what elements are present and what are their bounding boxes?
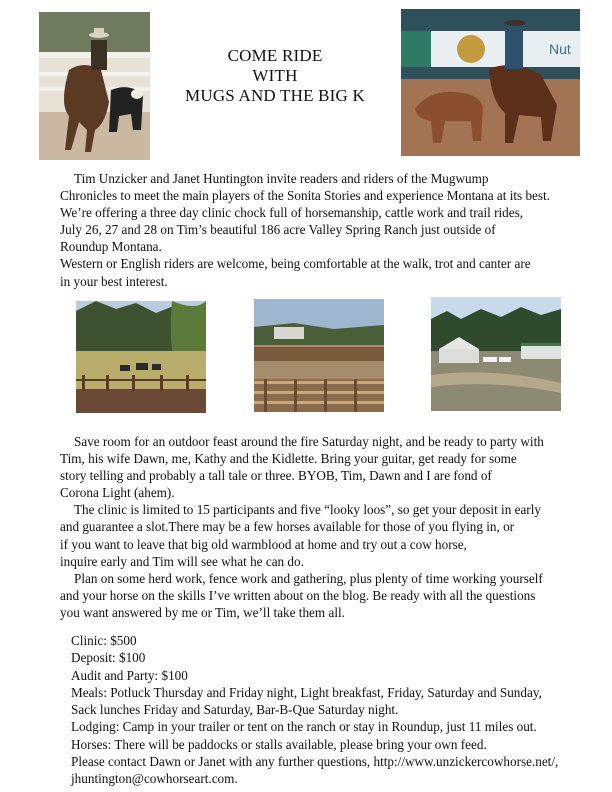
body-paragraphs <box>60 433 588 621</box>
intro-line: Tim Unzicker and Janet Huntington invite readers and riders of the Mugwump <box>74 171 489 186</box>
body-line: you want answered by me or Tim, we’ll take them all. <box>60 604 345 620</box>
detail-deposit: Deposit: $100 <box>71 650 146 666</box>
barn-photo <box>431 297 561 411</box>
title-line-1: COME RIDE <box>227 46 323 65</box>
title-line-2: WITH <box>252 66 298 85</box>
body-line: Tim, his wife Dawn, me, Kathy and the Kidlette. Bring your guitar, get ready for some <box>60 451 517 467</box>
body-line: Save room for an outdoor feast around the fire Saturday night, and be ready to party with <box>74 434 544 449</box>
intro-line: in your best interest. <box>60 273 168 289</box>
body-line: story telling and probably a tall tale or three. BYOB, Tim, Dawn and I are fond of <box>60 468 492 484</box>
pasture-photo <box>76 301 206 413</box>
intro-line: We’re offering a three day clinic chock full of horsemanship, cattle work and trail rides, <box>60 205 524 221</box>
body-line: and guarantee a slot.There may be a few horses available for those of you flying in, or <box>60 519 515 535</box>
detail-audit: Audit and Party: $100 <box>71 667 188 683</box>
intro-line: Chronicles to meet the main players of the Sonita Stories and experience Montana at its best. <box>60 188 551 204</box>
body-line: The clinic is limited to 15 participants and five “looky loos”, so get your deposit in early <box>74 502 541 518</box>
body-line: Corona Light (ahem). <box>60 485 175 501</box>
detail-meals-cont: Sack lunches Friday and Saturday, Bar-B-Que Saturday night. <box>71 702 399 718</box>
detail-clinic: Clinic: $500 <box>71 633 137 648</box>
body-line: and your horse on the skills I’ve written about on the blog. Be ready with all the questions <box>60 587 536 603</box>
clinic-details <box>71 632 596 788</box>
intro-line: Roundup Montana. <box>60 239 162 255</box>
svg-text:Nut: Nut <box>549 41 571 57</box>
detail-contact: Please contact Dawn or Janet with any further questions, http://www.unzickercowhorse.net/, <box>71 754 559 770</box>
detail-lodging: Lodging: Camp in your trailer or tent on the ranch or stay in Roundup, just 11 miles out. <box>71 719 537 735</box>
corrals-photo <box>254 299 384 412</box>
body-line: inquire early and Tim will see what he can do. <box>60 553 304 569</box>
detail-meals: Meals: Potluck Thursday and Friday night, Light breakfast, Friday, Saturday and Sunday, <box>71 684 542 700</box>
intro-line: July 26, 27 and 28 on Tim’s beautiful 186 acre Valley Spring Ranch just outside of <box>60 222 496 238</box>
intro-paragraph <box>60 170 588 290</box>
intro-line: Western or English riders are welcome, being comfortable at the walk, trot and canter are <box>60 256 531 272</box>
body-line: if you want to leave that big old warmblood at home and try out a cow horse, <box>60 536 467 552</box>
cutting-horse-photo <box>39 12 150 160</box>
arena-cutting-photo <box>401 9 580 156</box>
detail-email: jhuntington@cowhorseart.com. <box>71 771 238 787</box>
detail-horses: Horses: There will be paddocks or stalls available, please bring your own feed. <box>71 736 487 752</box>
title-line-3: MUGS AND THE BIG K <box>185 86 365 105</box>
flyer-title <box>160 46 390 106</box>
body-line: Plan on some herd work, fence work and gathering, plus plenty of time working yourself <box>74 570 543 586</box>
